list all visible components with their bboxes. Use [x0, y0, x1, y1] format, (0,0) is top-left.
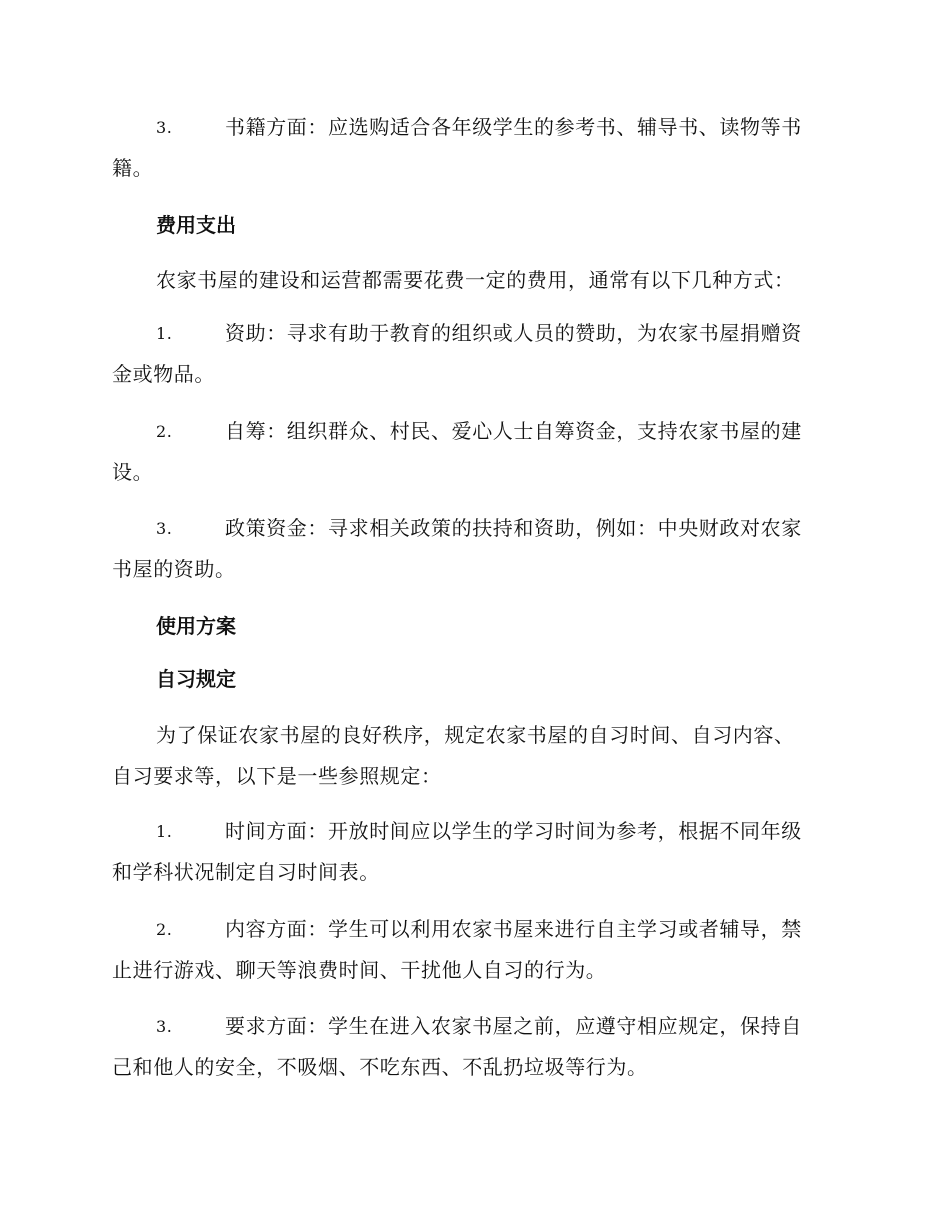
list-item-study-3 [112, 1006, 834, 1088]
list-item-text-line1: 要求方面：学生在进入农家书屋之前，应遵守相应规定，保持自 [225, 1014, 802, 1038]
list-number: 3. [156, 519, 173, 538]
list-number: 2. [156, 920, 173, 939]
list-item-text-line1: 资助：寻求有助于教育的组织或人员的赞助，为农家书屋捐赠资 [225, 321, 802, 345]
list-item-funding-2 [112, 411, 834, 493]
list-item-text-line1: 时间方面：开放时间应以学生的学习时间为参考，根据不同年级 [225, 819, 802, 843]
section-heading-expense: 费用支出 [156, 213, 236, 237]
list-number: 2. [156, 422, 173, 441]
list-item-study-2 [112, 909, 834, 991]
paragraph-expense-intro [112, 260, 834, 301]
list-item-text-line2: 止进行游戏、聊天等浪费时间、干扰他人自习的行为。 [112, 958, 607, 982]
list-item-text-line2: 金或物品。 [112, 362, 215, 386]
list-item-text-line2: 和学科状况制定自习时间表。 [112, 860, 380, 884]
list-number: 1. [156, 324, 173, 343]
section-heading-usage: 使用方案 [156, 614, 236, 638]
paragraph-text-line2: 自习要求等，以下是一些参照规定： [112, 764, 442, 788]
list-number: 3. [156, 118, 173, 137]
list-item-books [112, 107, 834, 189]
list-item-funding-3 [112, 508, 834, 590]
list-item-study-1 [112, 811, 834, 893]
list-item-text-line1: 自筹：组织群众、村民、爱心人士自筹资金，支持农家书屋的建 [225, 419, 802, 443]
list-item-text-line1: 政策资金：寻求相关政策的扶持和资助，例如：中央财政对农家 [225, 516, 802, 540]
list-number: 1. [156, 822, 173, 841]
list-item-text-line1: 书籍方面：应选购适合各年级学生的参考书、辅导书、读物等书 [225, 115, 802, 139]
list-item-text-line2: 设。 [112, 460, 154, 484]
list-number: 3. [156, 1017, 173, 1036]
paragraph-text: 农家书屋的建设和运营都需要花费一定的费用，通常有以下几种方式： [156, 268, 795, 292]
paragraph-study-intro [112, 715, 834, 797]
section-heading-study: 自习规定 [156, 667, 236, 691]
list-item-funding-1 [112, 313, 834, 395]
list-item-text-line2: 己和他人的安全，不吸烟、不吃东西、不乱扔垃圾等行为。 [112, 1055, 648, 1079]
paragraph-text-line1: 为了保证农家书屋的良好秩序，规定农家书屋的自习时间、自习内容、 [156, 723, 795, 747]
list-item-text-line2: 书屋的资助。 [112, 557, 236, 581]
list-item-text-line1: 内容方面：学生可以利用农家书屋来进行自主学习或者辅导，禁 [225, 917, 802, 941]
list-item-text-line2: 籍。 [112, 156, 154, 180]
